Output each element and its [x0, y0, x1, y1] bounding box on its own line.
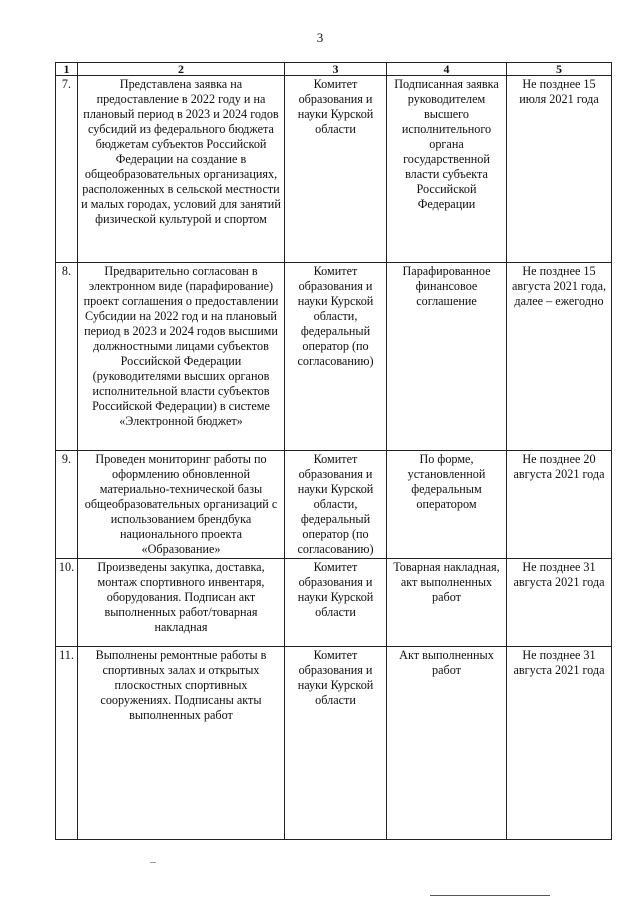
table-row [56, 263, 612, 451]
header-row [56, 63, 612, 76]
deadline-cell: Не позднее 20 августа 2021 года [507, 451, 612, 559]
header-col-5: 5 [507, 63, 612, 76]
event-cell: Выполнены ремонтные работы в спортивных залах и открытых плоскостных спортивных сооружениях. Подписаны акты выполненных работ [78, 647, 285, 840]
event-cell: Проведен мониторинг работы по оформлению обновленной материально-технической базы общеобразовательных организаций с использованием брендбука национального проекта «Образование» [78, 451, 285, 559]
row-number: 9. [56, 451, 78, 559]
document-cell: Товарная накладная, акт выполненных работ [387, 559, 507, 647]
page-number: 3 [316, 30, 324, 45]
table-row [56, 647, 612, 840]
document-cell: Парафированное финансовое соглашение [387, 263, 507, 451]
scan-mark [150, 862, 156, 863]
header-col-3: 3 [285, 63, 387, 76]
row-number: 10. [56, 559, 78, 647]
row-number: 11. [56, 647, 78, 840]
responsible-cell: Комитет образования и науки Курской области [285, 559, 387, 647]
responsible-cell: Комитет образования и науки Курской области [285, 76, 387, 263]
deadline-cell: Не позднее 31 августа 2021 года [507, 647, 612, 840]
bottom-rule [430, 895, 550, 896]
header-col-1: 1 [56, 63, 78, 76]
event-cell: Предварительно согласован в электронном виде (парафирование) проект соглашения о предоставлении Субсидии на 2022 год и на плановый период в 2023 и 2024 годов высшими должностными лицами субъектов Российской Федерации (руководителями высших органов исполнительной власти субъектов Российской Федерации) в системе «Электронной бюджет» [78, 263, 285, 451]
header-col-4: 4 [387, 63, 507, 76]
event-cell: Представлена заявка на предоставление в 2022 году и на плановый период в 2023 и 2024 годов субсидий из федерального бюджета бюджетам субъектов Российской Федерации на создание в общеобразовательных организациях, расположенных в сельской местности и малых городах, условий для занятий физической культурой и спортом [78, 76, 285, 263]
row-number: 8. [56, 263, 78, 451]
event-cell: Произведены закупка, доставка, монтаж спортивного инвентаря, оборудования. Подписан акт выполненных работ/товарная накладная [78, 559, 285, 647]
table-row [56, 559, 612, 647]
document-cell: Подписанная заявка руководителем высшего исполнительного органа государственной власти субъекта Российской Федерации [387, 76, 507, 263]
document-cell: По форме, установленной федеральным оператором [387, 451, 507, 559]
row-number: 7. [56, 76, 78, 263]
deadline-cell: Не позднее 15 июля 2021 года [507, 76, 612, 263]
plan-table [55, 62, 612, 840]
deadline-cell: Не позднее 31 августа 2021 года [507, 559, 612, 647]
responsible-cell: Комитет образования и науки Курской области, федеральный оператор (по согласованию) [285, 263, 387, 451]
header-col-2: 2 [78, 63, 285, 76]
table-row [56, 451, 612, 559]
deadline-cell: Не позднее 15 августа 2021 года, далее – ежегодно [507, 263, 612, 451]
responsible-cell: Комитет образования и науки Курской области [285, 647, 387, 840]
table-row [56, 76, 612, 263]
responsible-cell: Комитет образования и науки Курской области, федеральный оператор (по согласованию) [285, 451, 387, 559]
document-cell: Акт выполненных работ [387, 647, 507, 840]
